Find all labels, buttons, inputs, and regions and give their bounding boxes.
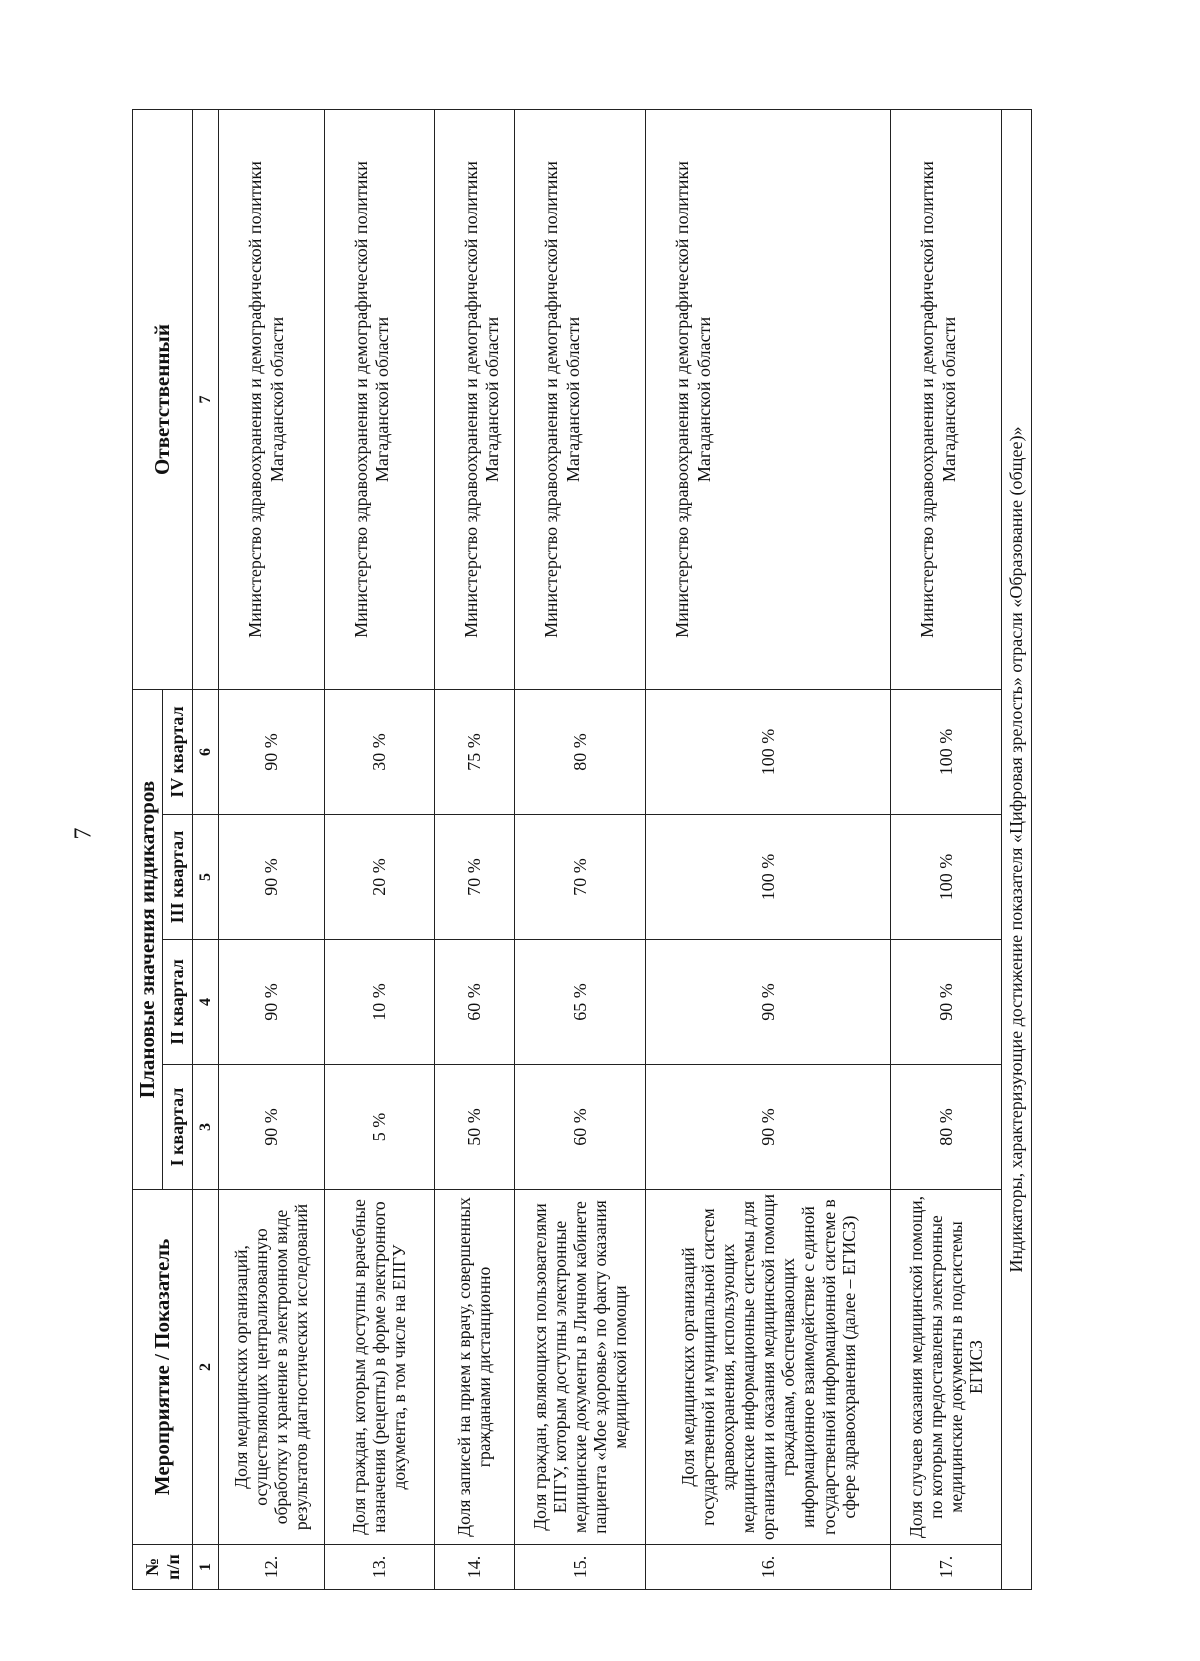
- header-event: Мероприятие / Показатель: [133, 1190, 193, 1545]
- row-q3: 70 %: [515, 815, 646, 940]
- row-q3: 70 %: [434, 815, 514, 940]
- table-row: [324, 110, 434, 1590]
- row-q4: 80 %: [515, 690, 646, 815]
- column-number: 2: [193, 1190, 219, 1545]
- row-q2: 65 %: [515, 940, 646, 1065]
- row-event: Доля записей на прием к врачу, совершенных гражданами дистанционно: [434, 1190, 514, 1545]
- row-number: 13.: [324, 1545, 434, 1590]
- table-row: [434, 110, 514, 1590]
- row-number: 14.: [434, 1545, 514, 1590]
- header-responsible: Ответственный: [133, 110, 193, 690]
- column-number: 4: [193, 940, 219, 1065]
- row-responsible: Министерство здравоохранения и демографической политики Магаданской области: [515, 110, 646, 690]
- row-q3: 20 %: [324, 815, 434, 940]
- row-q2: 60 %: [434, 940, 514, 1065]
- row-q3: 90 %: [219, 815, 325, 940]
- header-plan: Плановые значения индикаторов: [133, 690, 163, 1190]
- row-responsible: Министерство здравоохранения и демографической политики Магаданской области: [646, 110, 891, 690]
- header-num: № п/п: [133, 1545, 193, 1590]
- row-number: 16.: [646, 1545, 891, 1590]
- column-number: 7: [193, 110, 219, 690]
- table-row: [219, 110, 325, 1590]
- row-q4: 30 %: [324, 690, 434, 815]
- row-q4: 100 %: [891, 690, 1002, 815]
- row-event: Доля медицинских организаций, осуществляющих централизованную обработку и хранение в электронном виде результатов диагностических исследований: [219, 1190, 325, 1545]
- table-row: [891, 110, 1002, 1590]
- header-q1: I квартал: [163, 1065, 193, 1190]
- row-q2: 90 %: [646, 940, 891, 1065]
- section-note-row: [1002, 110, 1032, 1590]
- row-q2: 90 %: [219, 940, 325, 1065]
- row-responsible: Министерство здравоохранения и демографической политики Магаданской области: [219, 110, 325, 690]
- header-q3: III квартал: [163, 815, 193, 940]
- row-q1: 60 %: [515, 1065, 646, 1190]
- row-q1: 50 %: [434, 1065, 514, 1190]
- row-q2: 10 %: [324, 940, 434, 1065]
- row-q2: 90 %: [891, 940, 1002, 1065]
- row-event: Доля медицинских организаций государственной и муниципальной систем здравоохранения, использующих медицинские информационные системы для организации и оказания медицинской помощи гражданам, обеспечивающих информационное взаимодействие с единой государственной информационной системе в сфере здравоохранения (далее – ЕГИСЗ): [646, 1190, 891, 1545]
- row-q1: 5 %: [324, 1065, 434, 1190]
- table-row: [515, 110, 646, 1590]
- row-number: 15.: [515, 1545, 646, 1590]
- row-number: 17.: [891, 1545, 1002, 1590]
- row-q4: 90 %: [219, 690, 325, 815]
- row-number: 12.: [219, 1545, 325, 1590]
- row-q1: 80 %: [891, 1065, 1002, 1190]
- row-q1: 90 %: [219, 1065, 325, 1190]
- column-number: 5: [193, 815, 219, 940]
- header-q4: IV квартал: [163, 690, 193, 815]
- row-q3: 100 %: [891, 815, 1002, 940]
- page-number: 7: [70, 827, 97, 840]
- header-q2: II квартал: [163, 940, 193, 1065]
- indicators-table: [132, 109, 1032, 1590]
- column-number: 6: [193, 690, 219, 815]
- row-q3: 100 %: [646, 815, 891, 940]
- row-event: Доля граждан, которым доступны врачебные назначения (рецепты) в форме электронного документа, в том числе на ЕПГУ: [324, 1190, 434, 1545]
- row-q1: 90 %: [646, 1065, 891, 1190]
- row-event: Доля случаев оказания медицинской помощи, по которым предоставлены электронные медицинские документы в подсистемы ЕГИСЗ: [891, 1190, 1002, 1545]
- rotated-table-wrapper: [132, 110, 1032, 1590]
- row-responsible: Министерство здравоохранения и демографической политики Магаданской области: [434, 110, 514, 690]
- column-number: 1: [193, 1545, 219, 1590]
- row-responsible: Министерство здравоохранения и демографической политики Магаданской области: [324, 110, 434, 690]
- row-q4: 75 %: [434, 690, 514, 815]
- row-responsible: Министерство здравоохранения и демографической политики Магаданской области: [891, 110, 1002, 690]
- row-event: Доля граждан, являющихся пользователями ЕПГУ, которым доступны электронные медицинские документы в Личном кабинете пациента «Мое здоровье» по факту оказания медицинской помощи: [515, 1190, 646, 1545]
- section-note: Индикаторы, характеризующие достижение показателя «Цифровая зрелость» отрасли «Образование (общее)»: [1002, 110, 1032, 1590]
- row-q4: 100 %: [646, 690, 891, 815]
- table-row: [646, 110, 891, 1590]
- column-number: 3: [193, 1065, 219, 1190]
